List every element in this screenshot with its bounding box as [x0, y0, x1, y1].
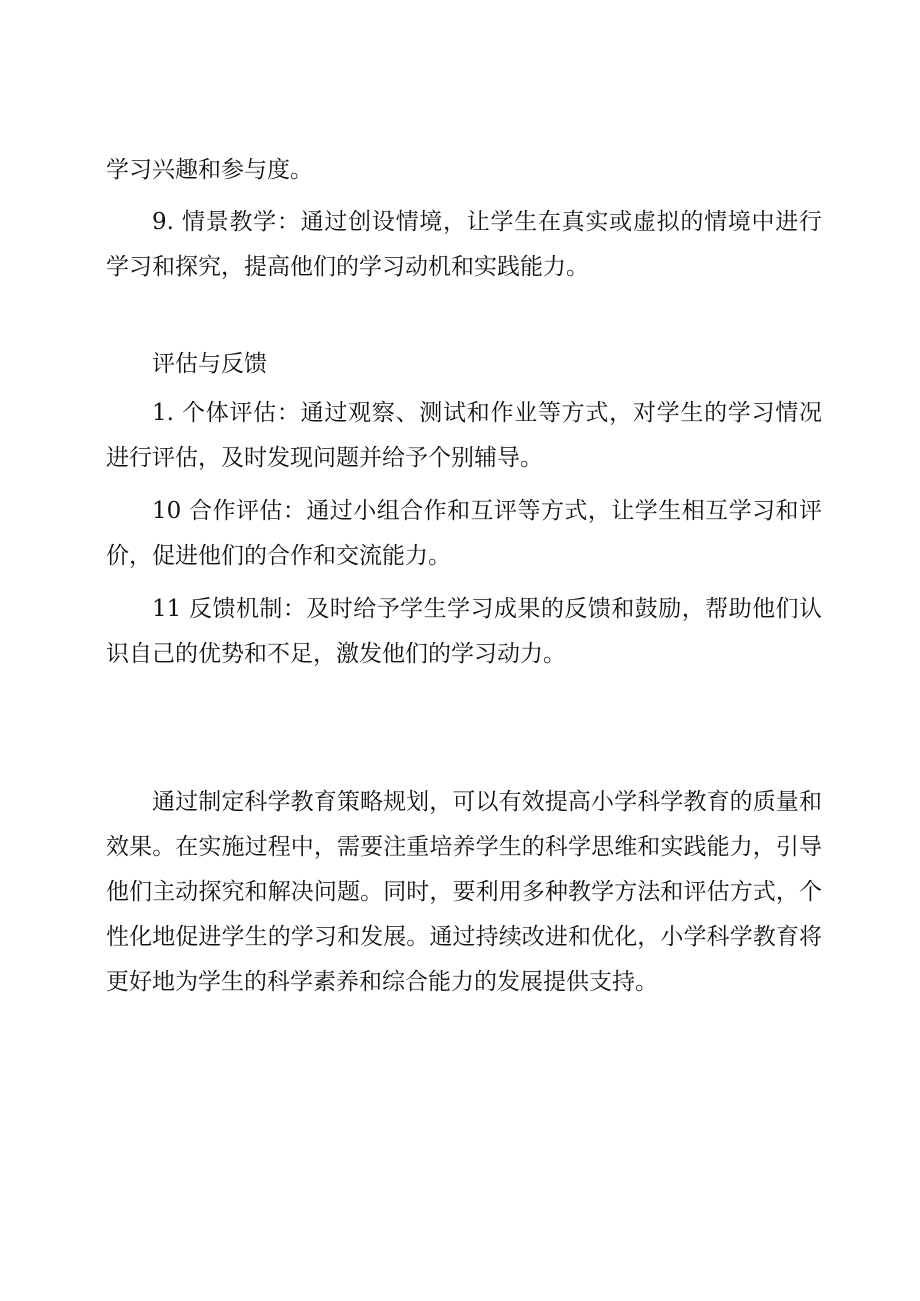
paragraph-feedback-mechanism: 11 反馈机制：及时给予学生学习成果的反馈和鼓励，帮助他们认识自己的优势和不足，激发他们的学习动力。: [106, 596, 822, 667]
paragraph-conclusion: 通过制定科学教育策略规划，可以有效提高小学科学教育的质量和效果。在实施过程中，需要注重培养学生的科学思维和实践能力，引导他们主动探究和解决问题。同时，要利用多种教学方法和评估方式，个性化地促进学生的学习和发展。通过持续改进和优化，小学科学教育将更好地为学生的科学素养和综合能力的发展提供支持。: [106, 789, 822, 995]
paragraph-cooperative-evaluation: 10 合作评估：通过小组合作和互评等方式，让学生相互学习和评价，促进他们的合作和交流能力。: [106, 498, 822, 569]
section-heading-evaluation-feedback: 评估与反馈: [152, 351, 267, 377]
paragraph-continuation: 学习兴趣和参与度。: [106, 157, 313, 183]
paragraph-individual-evaluation: 1. 个体评估：通过观察、测试和作业等方式，对学生的学习情况进行评估，及时发现问题并给予个别辅导。: [106, 400, 822, 471]
paragraph-situational-teaching: 9. 情景教学：通过创设情境，让学生在真实或虚拟的情境中进行学习和探究，提高他们的学习动机和实践能力。: [106, 209, 822, 280]
